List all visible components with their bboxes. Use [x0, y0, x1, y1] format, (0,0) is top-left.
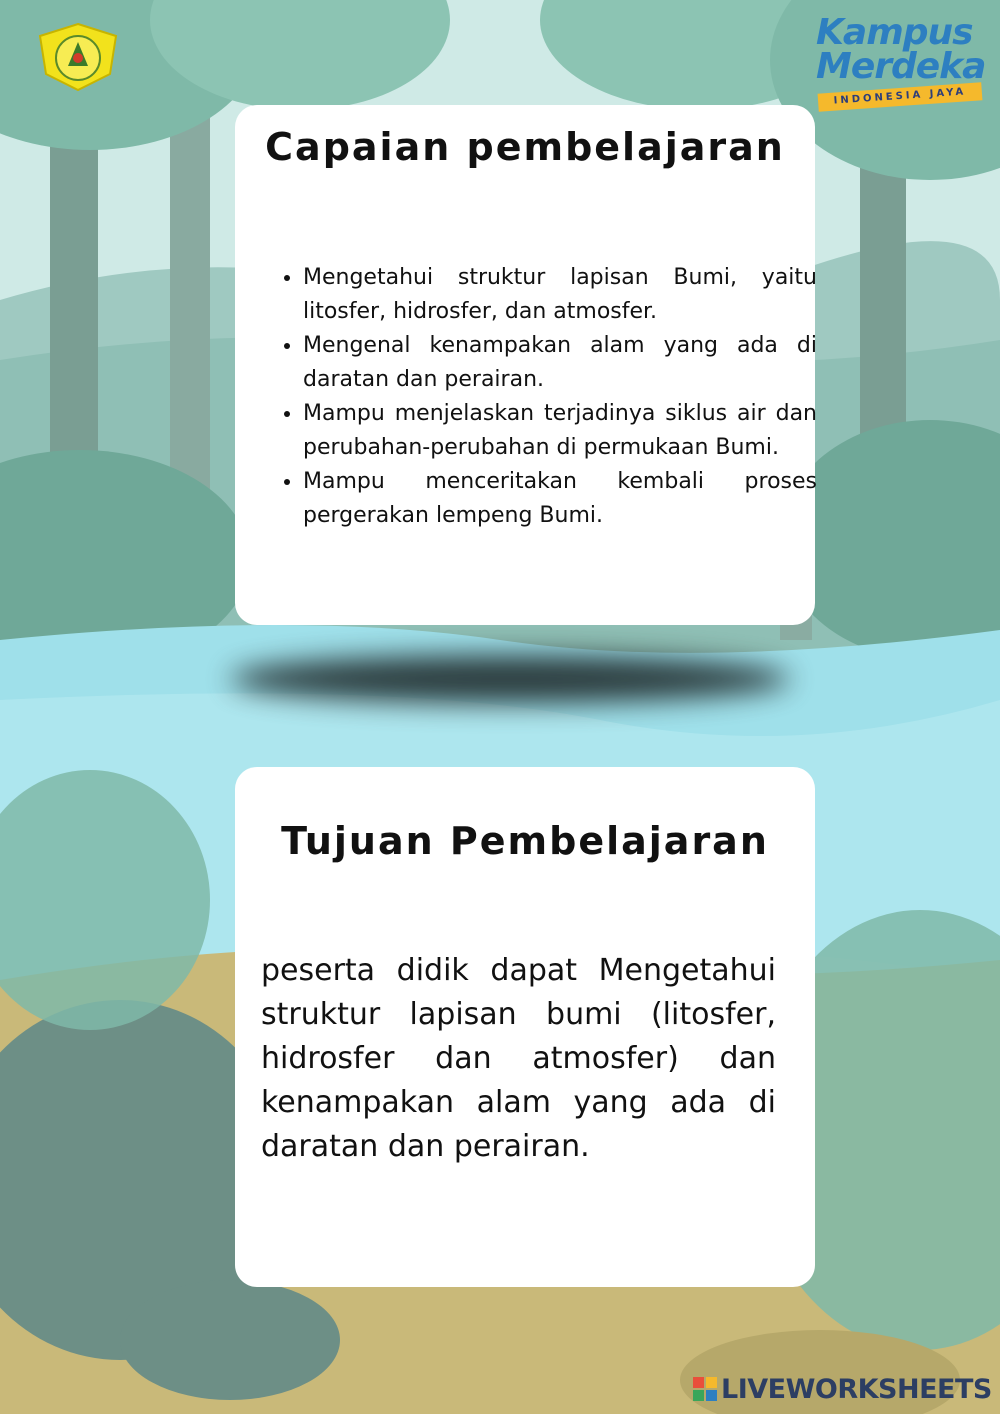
kampus-merdeka-logo — [808, 10, 988, 110]
merdeka-logo-word: Merdeka — [816, 46, 986, 87]
capaian-card — [235, 105, 815, 625]
capaian-item: • Mampu menjelaskan terjadinya siklus air dan perubahan-perubahan di permukaan Bumi. — [303, 397, 817, 465]
kampus-logo-tagline: INDONESIA JAYA — [818, 82, 983, 111]
capaian-item: • Mampu menceritakan kembali proses pergerakan lempeng Bumi. — [303, 465, 817, 533]
liveworksheets-wordmark: LIVEWORKSHEETS — [721, 1373, 992, 1405]
university-logo — [36, 22, 120, 92]
card-shadow — [230, 655, 790, 703]
liveworksheets-logo[interactable] — [693, 1374, 992, 1404]
tujuan-card — [235, 767, 815, 1287]
capaian-item: • Mengetahui struktur lapisan Bumi, yaitu litosfer, hidrosfer, dan atmosfer. — [303, 261, 817, 329]
kampus-logo-word: Kampus — [816, 12, 973, 53]
tujuan-title: Tujuan Pembelajaran — [281, 819, 769, 863]
capaian-item: • Mengenal kenampakan alam yang ada di daratan dan perairan. — [303, 329, 817, 397]
liveworksheets-icon — [693, 1377, 717, 1401]
capaian-list — [275, 261, 817, 533]
tujuan-body: peserta didik dapat Mengetahui struktur lapisan bumi (litosfer, hidrosfer dan atmosfer) dan kenampakan alam yang ada di daratan dan perairan. — [261, 953, 776, 1164]
capaian-title: Capaian pembelajaran — [265, 125, 785, 169]
